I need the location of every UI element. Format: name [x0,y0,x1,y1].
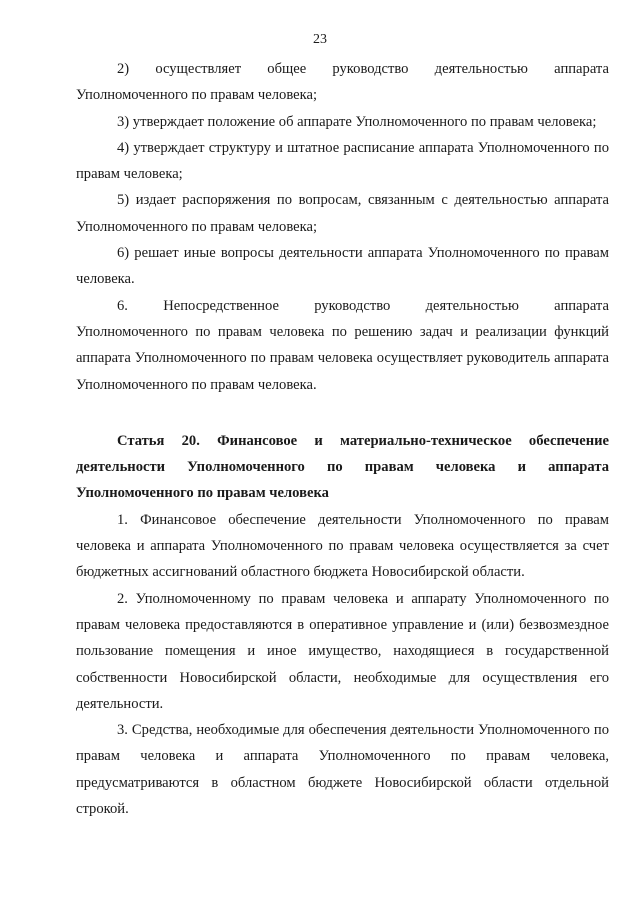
point-6-continuation: Уполномоченного по правам человека по решению задач и реализации функций аппарата Уполномоченного по правам человека осуществляет руководитель аппарата Уполномоченного по правам человека. [76,323,609,393]
point-6-first-line [76,293,609,319]
page-number: 23 [313,32,327,47]
point-6-number: 6. [117,297,128,314]
list-item-2-continuation: Уполномоченного по правам человека; [76,87,318,104]
list-item-2-first-line [76,56,609,82]
point-6 [76,293,609,398]
document-body [76,56,609,822]
list-item-2-word: аппарата [554,61,609,77]
list-item-2-word: руководство [332,61,409,77]
list-item-2-number: 2) [117,61,130,77]
point-6-word: Непосредственное [163,297,279,314]
list-item-2-word: деятельностью [434,61,528,77]
article-heading: Статья 20. Финансовое и материально-техническое обеспечение деятельности Уполномоченного по правам человека и аппарата Уполномоченного по правам человека [76,432,609,502]
section-spacer [76,398,609,428]
list-item-6: 6) решает иные вопросы деятельности аппарата Уполномоченного по правам человека. [76,245,609,288]
list-item-2-word: общее [267,61,307,77]
point-6-word: деятельностью [425,297,519,314]
article-paragraph-2: 2. Уполномоченному по правам человека и аппарату Уполномоченного по правам человека предоставляются в оперативное управление и (или) безвозмездное пользование помещения и иное имущество, находящиеся в государственной собственности Новосибирской области, необходимые для осуществления его деятельности. [76,590,609,712]
list-item-3: 3) утверждает положение об аппарате Уполномоченного по правам человека; [117,113,597,130]
article-paragraph-3: 3. Средства, необходимые для обеспечения деятельности Уполномоченного по правам человека и аппарата Уполномоченного по правам человека, предусматриваются в областном бюджете Новосибирской области отдельной строкой. [76,722,609,818]
article-paragraph-1: 1. Финансовое обеспечение деятельности Уполномоченного по правам человека и аппарата Уполномоченного по правам человека осуществляется за счет бюджетных ассигнований областного бюджета Новосибирской области. [76,511,609,581]
point-6-word: руководство [314,297,391,314]
list-item-2 [76,56,609,109]
list-item-4: 4) утверждает структуру и штатное расписание аппарата Уполномоченного по правам человека; [76,139,609,183]
list-item-2-word: осуществляет [155,61,242,77]
list-item-5: 5) издает распоряжения по вопросам, связанным с деятельностью аппарата Уполномоченного по правам человека; [76,192,609,235]
point-6-word: аппарата [554,297,609,314]
